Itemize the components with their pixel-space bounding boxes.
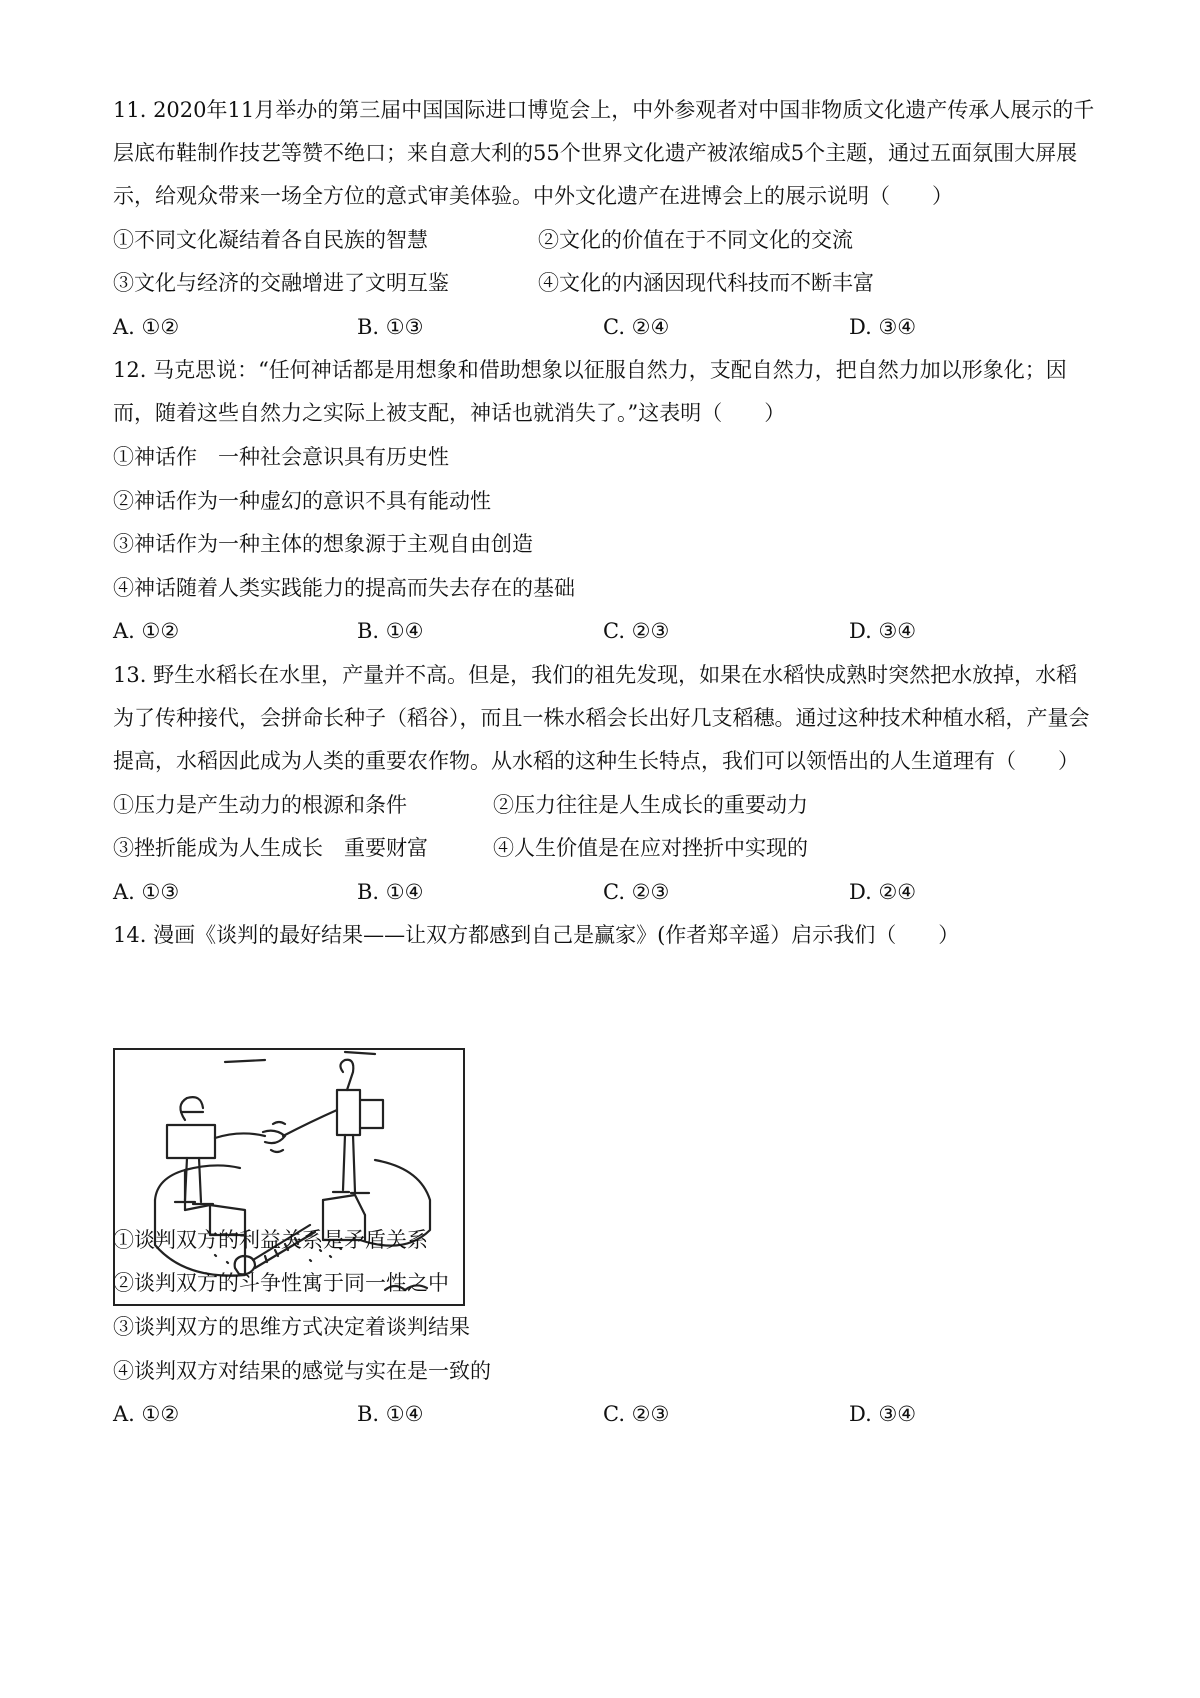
- q12-line-1: 12. 马克思说：“任何神话都是用想象和借助想象以征服自然力，支配自然力，把自然力加以形象化；因: [113, 358, 1067, 382]
- q12-option-d[interactable]: D. ③④: [849, 619, 917, 643]
- q11-line-2: 层底布鞋制作技艺等赞不绝口；来自意大利的55个世界文化遗产被浓缩成5个主题，通过五面氛围大屏展: [113, 141, 1078, 165]
- q12-statement-4: ④神话随着人类实践能力的提高而失去存在的基础: [113, 576, 575, 600]
- q13-statement-4: ④人生价值是在应对挫折中实现的: [493, 836, 808, 860]
- q12-statement-3: ③神话作为一种主体的想象源于主观自由创造: [113, 532, 533, 556]
- q14-option-d[interactable]: D. ③④: [849, 1402, 917, 1426]
- q11-option-b[interactable]: B. ①③: [357, 315, 424, 339]
- q11-option-d[interactable]: D. ③④: [849, 315, 917, 339]
- q11-option-c[interactable]: C. ②④: [603, 315, 670, 339]
- q12-line-2: 而，随着这些自然力之实际上被支配，神话也就消失了。”这表明（ ）: [113, 401, 786, 425]
- q12-option-c[interactable]: C. ②③: [603, 619, 670, 643]
- q12-statement-2: ②神话作为一种虚幻的意识不具有能动性: [113, 489, 491, 513]
- q11-line-3: 示，给观众带来一场全方位的意式审美体验。中外文化遗产在进博会上的展示说明（ ）: [113, 184, 953, 208]
- q13-option-c[interactable]: C. ②③: [603, 880, 670, 904]
- q13-line-3: 提高，水稻因此成为人类的重要农作物。从水稻的这种生长特点，我们可以领悟出的人生道理有（ ）: [113, 749, 1079, 773]
- q13-option-d[interactable]: D. ②④: [849, 880, 917, 904]
- q14-line-1: 14. 漫画《谈判的最好结果——让双方都感到自己是赢家》(作者郑辛遥）启示我们（ ）: [113, 923, 960, 947]
- q14-statement-1: ①谈判双方的利益关系是矛盾关系: [113, 1228, 428, 1252]
- q13-statement-3: ③挫折能成为人生成长 重要财富: [113, 836, 428, 860]
- q11-statement-1: ①不同文化凝结着各自民族的智慧: [113, 228, 428, 252]
- q13-option-b[interactable]: B. ①④: [357, 880, 424, 904]
- q13-statement-2: ②压力往往是人生成长的重要动力: [493, 793, 808, 817]
- q14-statement-4: ④谈判双方对结果的感觉与实在是一致的: [113, 1359, 491, 1383]
- q12-option-a[interactable]: A. ①②: [113, 619, 180, 643]
- q14-statement-2: ②谈判双方的斗争性寓于同一性之中: [113, 1271, 449, 1295]
- q12-option-b[interactable]: B. ①④: [357, 619, 424, 643]
- q11-statement-2: ②文化的价值在于不同文化的交流: [538, 228, 853, 252]
- q11-line-1: 11. 2020年11月举办的第三届中国国际进口博览会上，中外参观者对中国非物质文化遗产传承人展示的千: [113, 98, 1095, 122]
- q13-statement-1: ①压力是产生动力的根源和条件: [113, 793, 407, 817]
- q11-statement-4: ④文化的内涵因现代科技而不断丰富: [538, 271, 874, 295]
- q14-option-b[interactable]: B. ①④: [357, 1402, 424, 1426]
- q13-line-1: 13. 野生水稻长在水里，产量并不高。但是，我们的祖先发现，如果在水稻快成熟时突然把水放掉，水稻: [113, 663, 1078, 687]
- q13-line-2: 为了传种接代，会拼命长种子（稻谷），而且一株水稻会长出好几支稻穗。通过这种技术种植水稻，产量会: [113, 706, 1090, 730]
- q13-option-a[interactable]: A. ①③: [113, 880, 180, 904]
- q14-option-c[interactable]: C. ②③: [603, 1402, 670, 1426]
- q11-statement-3: ③文化与经济的交融增进了文明互鉴: [113, 271, 449, 295]
- q14-statement-3: ③谈判双方的思维方式决定着谈判结果: [113, 1315, 470, 1339]
- q11-option-a[interactable]: A. ①②: [113, 315, 180, 339]
- q14-option-a[interactable]: A. ①②: [113, 1402, 180, 1426]
- q12-statement-1: ①神话作 一种社会意识具有历史性: [113, 445, 449, 469]
- cartoon-drawing: [115, 1050, 463, 1304]
